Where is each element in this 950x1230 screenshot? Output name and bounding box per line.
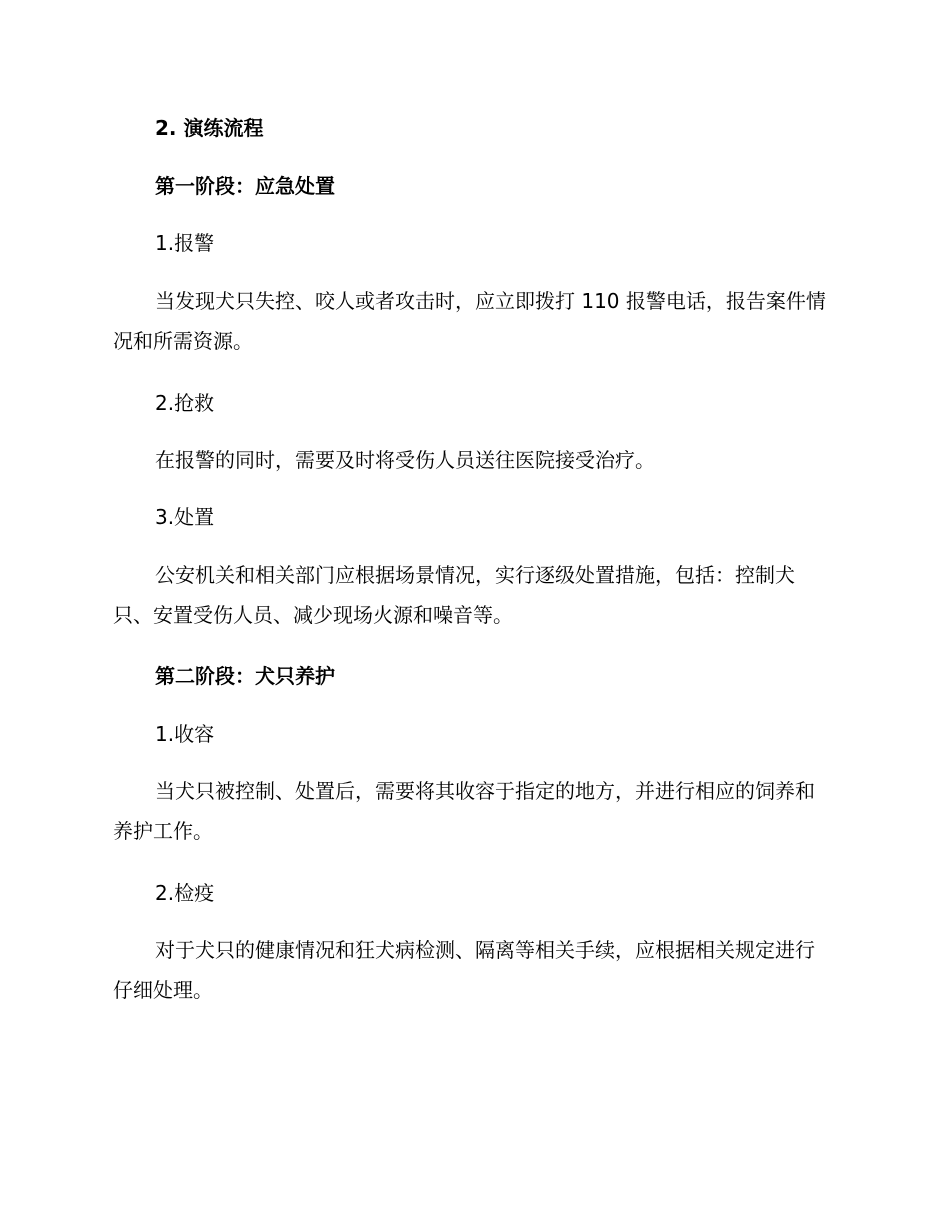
stage1-item3-title: 3.处置 [155, 505, 215, 529]
stage2-item1-text: 当犬只被控制、处置后，需要将其收容于指定的地方，并进行相应的饲养和养护工作。 [113, 779, 815, 843]
stage2-item2-title: 2.检疫 [155, 881, 215, 905]
stage1-item2-text: 在报警的同时，需要及时将受伤人员送往医院接受治疗。 [155, 448, 655, 472]
stage2-item1-title: 1.收容 [155, 722, 215, 746]
stage2-heading: 第二阶段：犬只养护 [155, 664, 335, 688]
stage1-item1-text: 当发现犬只失控、咬人或者攻击时，应立即拨打 110 报警电话，报告案件情况和所需资源。 [113, 289, 826, 353]
stage1-item3-text: 公安机关和相关部门应根据场景情况，实行逐级处置措施，包括：控制犬只、安置受伤人员、减少现场火源和噪音等。 [113, 563, 795, 627]
stage1-heading: 第一阶段：应急处置 [155, 174, 335, 198]
stage1-item1-title: 1.报警 [155, 231, 215, 255]
stage2-item2-text: 对于犬只的健康情况和狂犬病检测、隔离等相关手续，应根据相关规定进行仔细处理。 [113, 938, 815, 1002]
stage1-item2-title: 2.抢救 [155, 391, 215, 415]
section-title: 2. 演练流程 [155, 116, 264, 140]
